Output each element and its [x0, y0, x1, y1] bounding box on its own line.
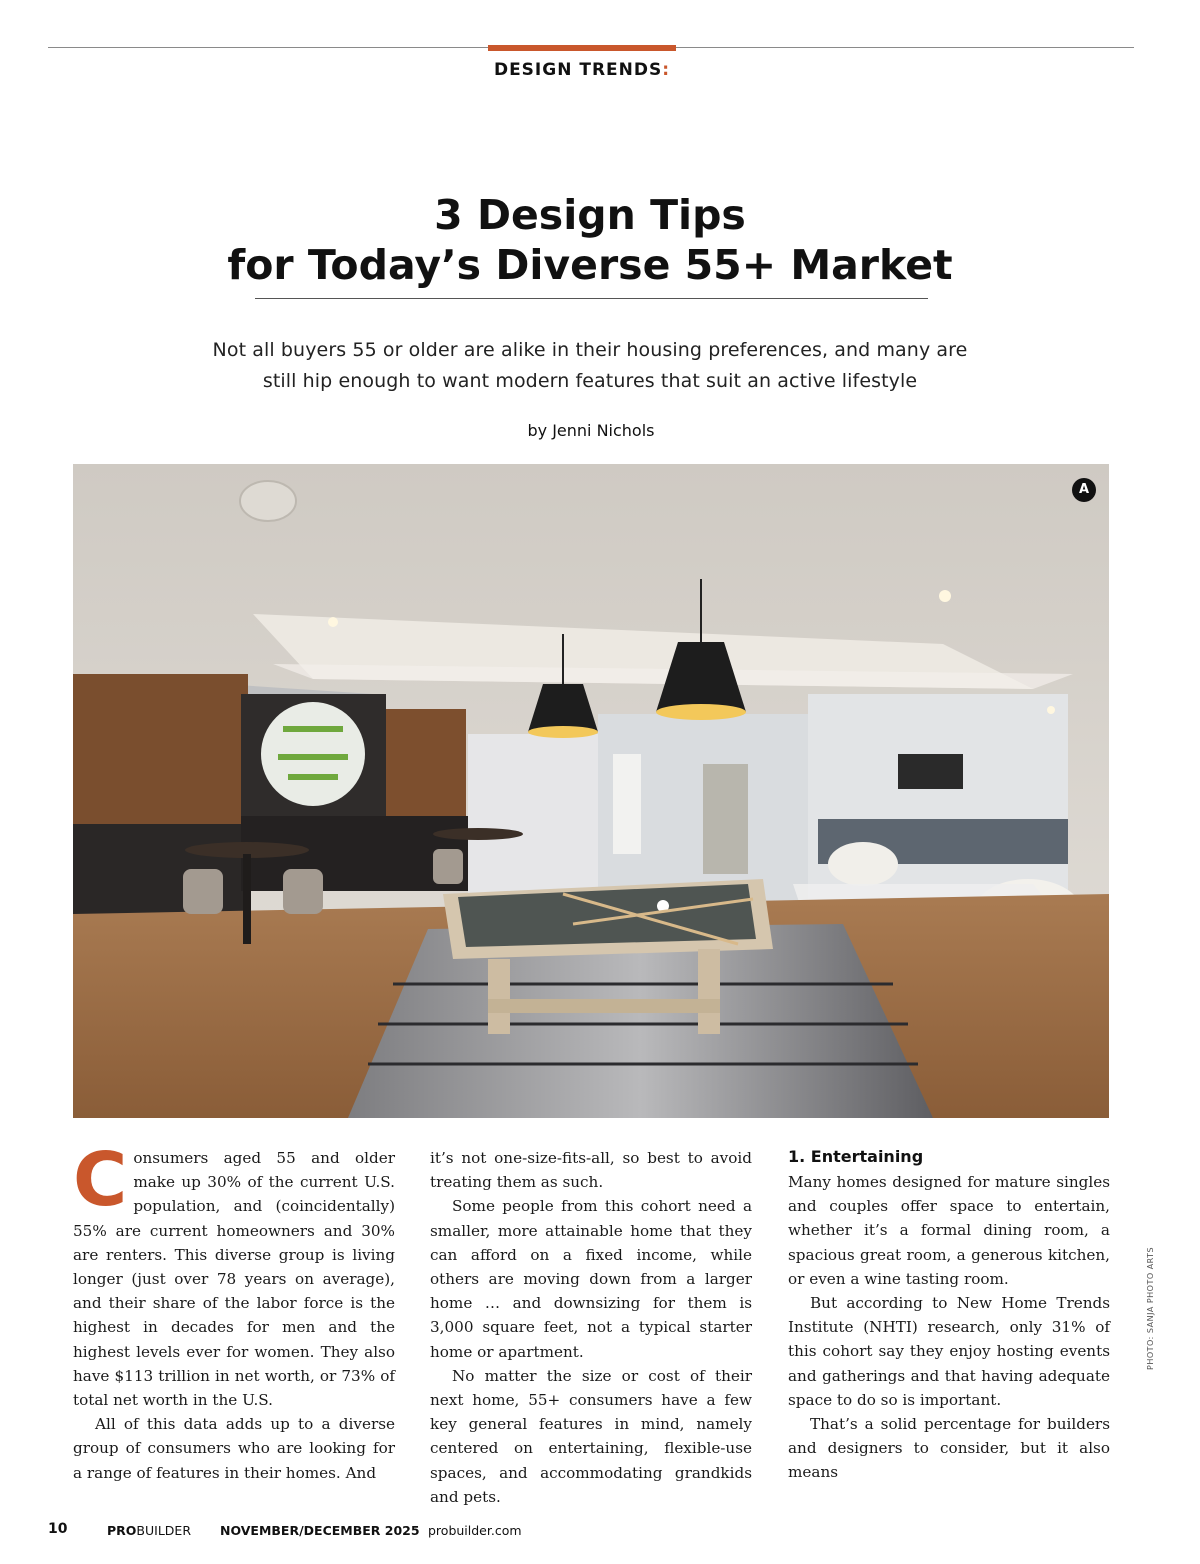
body-paragraph: it’s not one-size-fits-all, so best to avoid treating them as such.: [430, 1149, 752, 1192]
section-label-colon: :: [662, 60, 671, 80]
photo-label-badge: A: [1072, 478, 1096, 502]
deck-line1: Not all buyers 55 or older are alike in their housing preferences, and many are: [212, 339, 968, 361]
issue-date: NOVEMBER/DECEMBER 2025: [220, 1523, 420, 1538]
title-rule: [255, 298, 928, 299]
article-title-line2: for Today’s Diverse 55+ Market: [227, 241, 953, 289]
byline: by Jenni Nichols: [527, 421, 655, 440]
drop-cap: C: [73, 1137, 128, 1223]
article-title-line1: 3 Design Tips: [434, 191, 746, 239]
publication-name: [107, 1523, 191, 1538]
deck-line2: still hip enough to want modern features that suit an active lifestyle: [262, 370, 918, 392]
article-title: [0, 190, 1180, 290]
body-column-1: [73, 1137, 395, 1485]
body-column-3: [788, 1146, 1110, 1485]
body-paragraph: But according to New Home Trends Institute (NHTI) research, only 31% of this cohort say they enjoy hosting events and gatherings and that having adequate space to do so is important.: [788, 1294, 1110, 1409]
body-paragraph: No matter the size or cost of their next home, 55+ consumers have a few key general features in mind, namely centered on entertaining, flexible-use spaces, and accommodating grandkids and pets.: [430, 1366, 752, 1506]
photo-credit: PHOTO: SANJA PHOTO ARTS: [1146, 1246, 1155, 1370]
subhead-entertaining: 1. Entertaining: [788, 1147, 924, 1166]
publication-name-light: BUILDER: [136, 1523, 192, 1538]
body-paragraph: That’s a solid percentage for builders and designers to consider, but it also means: [788, 1415, 1110, 1482]
header-accent-bar: [488, 45, 676, 51]
publication-name-bold: PRO: [107, 1523, 137, 1538]
game-room-illustration: [73, 464, 1109, 1118]
body-paragraph: Many homes designed for mature singles and couples offer space to entertain, whether it’s a formal dining room, a spacious great room, a generous kitchen, or even a wine tasting room.: [788, 1173, 1110, 1288]
body-paragraph: Some people from this cohort need a smaller, more attainable home that they can afford on a fixed income, while others are moving down from a larger home … and downsizing for them is 3,000 square feet, not a typical starter home or apartment.: [430, 1197, 752, 1361]
article-deck: [200, 335, 980, 397]
paragraph-text: onsumers aged 55 and older make up 30% of the current U.S. population, and (coincidentally) 55% are current homeowners and 30% are renters. This diverse group is living longer (just over 78 years on average), and their share of the labor force is the highest in decades for men and the highest levels ever for women. They also have $113 trillion in net worth, or 73% of total net worth in the U.S.: [73, 1149, 395, 1410]
body-paragraph: [73, 1137, 395, 1412]
article-photo: [73, 464, 1109, 1118]
body-column-2: [430, 1146, 752, 1509]
section-label: [0, 60, 1164, 80]
body-paragraph: All of this data adds up to a diverse group of consumers who are looking for a range of features in their homes. And: [73, 1415, 395, 1482]
website-link[interactable]: probuilder.com: [428, 1523, 522, 1538]
page-number: 10: [48, 1521, 68, 1537]
section-label-text: DESIGN TRENDS: [493, 60, 663, 80]
